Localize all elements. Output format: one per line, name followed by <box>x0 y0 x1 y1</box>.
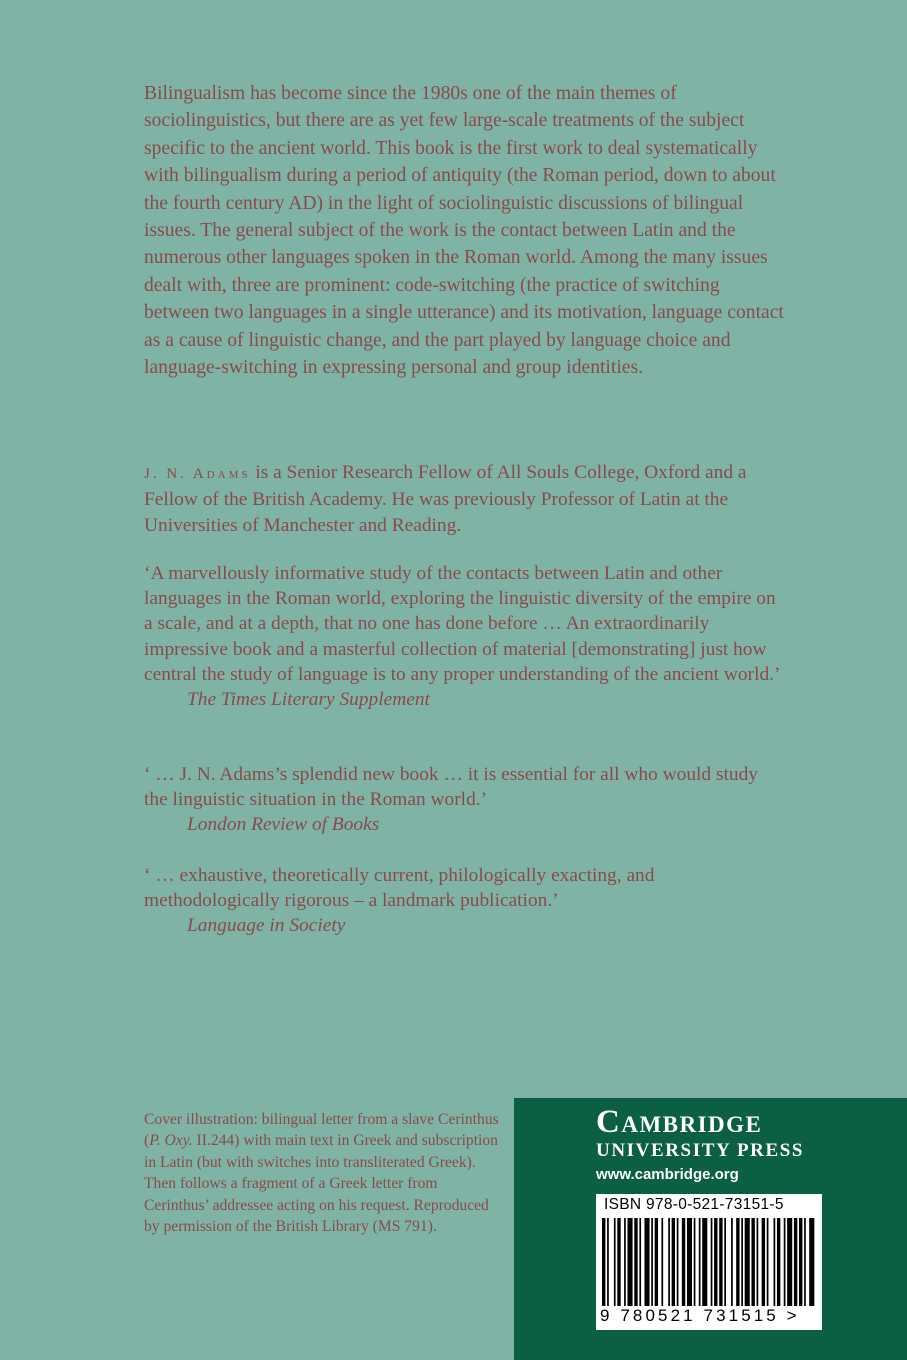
publisher-logo <box>596 1104 804 1188</box>
publisher-name: Cambridge <box>596 1104 763 1140</box>
quote-source: Language in Society <box>187 915 346 937</box>
barcode-box <box>596 1194 822 1330</box>
barcode-digits: 9 780521 731515 > <box>600 1306 800 1325</box>
quote-source: London Review of Books <box>187 814 380 836</box>
review-quote-2 <box>144 762 784 838</box>
cover-illustration-credit <box>144 1109 504 1237</box>
quote-text: ‘A marvellously informative study of the contacts between Latin and other languages in the Roman world, exploring the linguistic diversity of the empire on a scale, and at a depth, that no one has done before … An extraordinarily impressive book and a masterful collection of material [demonstrating] just how central the study of language is to any proper understanding of the ancient world.’ <box>144 563 781 685</box>
credit-text-2: II.244) with main text in Greek and subscription in Latin (but with switches into transliterated Greek). Then follows a fragment of a Greek letter from Cerinthus’ addressee acting on his request. Reproduced by permission of the British Library (MS 791). <box>144 1132 498 1236</box>
quote-text: ‘ … J. N. Adams’s splendid new book … it is essential for all who would study the linguistic situation in the Roman world.’ <box>144 764 758 811</box>
quote-text: ‘ … exhaustive, theoretically current, philologically exacting, and methodologically rigorous – a landmark publication.’ <box>144 865 655 912</box>
publisher-subtitle: UNIVERSITY PRESS <box>596 1140 805 1161</box>
barcode-icon <box>602 1218 816 1306</box>
author-name: J. N. Adams <box>144 466 251 482</box>
credit-text-italic: P. Oxy. <box>149 1132 193 1150</box>
description-blurb: Bilingualism has become since the 1980s one of the main themes of sociolinguistics, but there are as yet few large-scale treatments of the subject specific to the ancient world. This book is the first work to deal systematically with bilingualism during a period of antiquity (the Roman period, down to about the fourth century AD) in the light of sociolinguistic discussions of bilingual issues. The general subject of the work is the contact between Latin and the numerous other languages spoken in the Roman world. Among the many issues dealt with, three are prominent: code-switching (the practice of switching between two languages in a single utterance) and its motivation, language contact as a cause of linguistic change, and the part played by language choice and language-switching in expressing personal and group identities. <box>144 83 784 379</box>
publisher-url: www.cambridge.org <box>596 1166 739 1183</box>
author-bio-text: is a Senior Research Fellow of All Souls College, Oxford and a Fellow of the British Academy. He was previously Professor of Latin at the Universities of Manchester and Reading. <box>144 462 747 536</box>
isbn-label: ISBN 978-0-521-73151-5 <box>604 1196 784 1213</box>
credit-text-1: Cover illustration: bilingual letter from a slave Cerinthus ( <box>144 1111 499 1150</box>
review-quote-3 <box>144 863 784 939</box>
review-quote-1 <box>144 561 784 712</box>
quote-source: The Times Literary Supplement <box>187 689 430 711</box>
author-bio <box>144 460 784 538</box>
